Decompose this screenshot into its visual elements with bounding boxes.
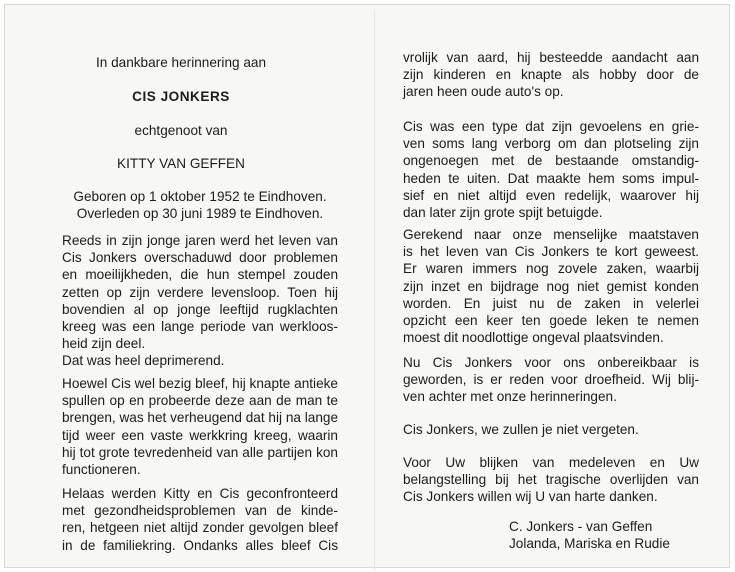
text-line: tijd weer een vaste werkkring kreeg, waarin [62,427,338,443]
text-line: Voor Uw blijken van medeleven en Uw [403,455,699,470]
spouse-name: KITTY VAN GEFFEN [117,156,245,171]
left-paragraph-1 [62,232,338,370]
signature-block [509,518,709,552]
text-line: Hoewel Cis wel bezig bleef, hij knapte antieke [62,376,338,391]
text-line: zijn kinderen en knapte als hobby door de [403,67,699,83]
text-line: heid zijn deel. [62,336,146,352]
right-paragraph-1 [403,49,699,101]
text-line: in de familiekring. Ondanks alles bleef Cis [62,537,338,553]
death-date-line: Overleden op 30 juni 1989 te Eindhoven. [76,206,324,221]
birth-date-line: Geboren op 1 oktober 1952 te Eindhoven. [73,189,327,204]
text-line: vrolijk van aard, hij besteedde aandacht aan [403,50,699,65]
left-paragraph-2 [62,375,338,478]
text-line: belangstelling bij het tragische overlijden van [403,472,699,488]
text-line: Cis Jonkers willen wij U van harte danken. [403,489,658,505]
text-line: ven achter met onze herinneringen. [403,389,617,405]
text-line: moest dit noodlottige ongeval plaatsvinden. [403,330,664,346]
text-line: brengen, was het verheugend dat hij na lange [62,410,338,426]
right-paragraph-3 [403,226,699,346]
relation-text: echtgenoot van [134,123,228,138]
text-line: jaren heen oude auto's op. [403,84,564,100]
right-paragraph-2 [403,118,699,221]
text-line: Cis Jonkers overschaduwd door problemen [62,250,338,266]
text-line: Reeds in zijn jonge jaren werd het leven van [62,233,338,248]
text-line: ven soms lang verborg om dan plotseling zijn [403,136,699,152]
text-line: Er waren immers nog zovele zaken, waarbij [403,261,699,277]
text-line: en moeilijkheden, die hun stempel zouden [62,267,338,283]
text-line: sief en niet altijd even redelijk, waarover hij [403,187,699,203]
text-line: Nu Cis Jonkers voor ons onbereikbaar is [403,355,699,370]
text-line: Dat was heel deprimerend. [62,353,225,369]
heading: In dankbare herinnering aan [95,55,267,70]
left-paragraph-3 [62,485,338,554]
text-line: opzicht een keer ten goede leken te nemen [403,313,699,329]
text-line: Gerekend naar onze menselijke maatstaven [403,227,699,242]
text-line: Cis was een type dat zijn gevoelens en grie- [403,119,699,134]
right-paragraph-5 [403,421,699,438]
text-line: is het leven van Cis Jonkers te kort geweest. [403,244,699,260]
memorial-card [4,4,730,568]
text-line: kreeg was een lange periode van werkloos- [62,319,338,335]
text-line: worden. En juist nu de zaken in velerlei [403,295,699,311]
right-paragraph-6 [403,454,699,506]
text-line: ongenoegen met de bestaande omstandig- [403,153,699,169]
text-line: zijn inzet en bijdrage nog niet gemist konden [403,278,699,294]
right-paragraph-4 [403,354,699,406]
deceased-name: CIS JONKERS [132,89,230,104]
text-line: ren, hetgeen niet altijd zonder gevolgen bleef [62,520,338,536]
signature-line-1: C. Jonkers - van Geffen [509,519,653,534]
text-line: functioneren. [62,462,141,478]
signature-line-2: Jolanda, Mariska en Rudie [509,536,670,552]
text-line: Helaas werden Kitty en Cis geconfronteerd [62,486,338,501]
text-line: geworden, is er reden voor droefheid. Wij blij- [403,372,699,388]
text-line: dan later zijn grote spijt betuigde. [403,205,603,221]
text-line: zetten op zijn verdere levensloop. Toen hij [62,284,338,300]
text-line: spullen op en probeerde deze aan de man te [62,393,338,409]
text-line: bovendien al op jonge leeftijd rugklachten [62,301,338,317]
text-line: met gezondheidsproblemen van de kinde- [62,503,338,519]
text-line: Cis Jonkers, we zullen je niet vergeten. [403,422,639,437]
text-line: hij tot grote tevredenheid van alle partijen kon [62,444,338,460]
fold-line [374,11,375,571]
text-line: heden te uiten. Dat maakte hem soms impul- [403,170,699,186]
